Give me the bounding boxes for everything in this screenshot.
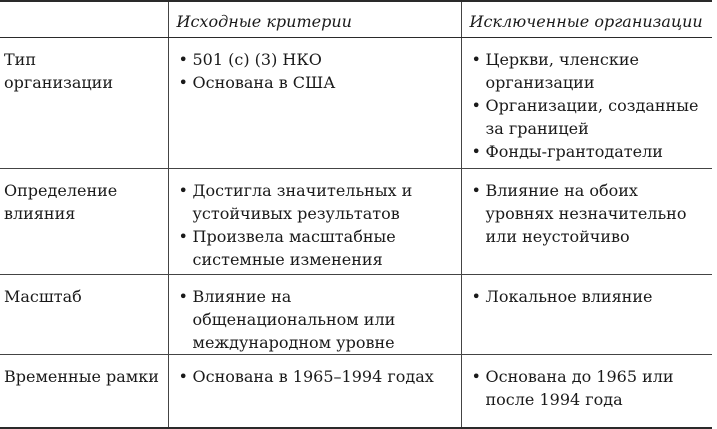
table-row [0,354,712,428]
criteria-list [177,365,453,388]
row-label-cell [0,37,168,168]
list-item: • Произвела масштабные системные изменения [177,225,453,271]
header-initial-criteria: Исходные критерии [168,1,461,37]
criteria-cell [168,354,461,428]
list-item: • Локальное влияние [470,285,705,308]
criteria-cell [168,37,461,168]
table-row [0,168,712,274]
header-cell-empty [0,1,168,37]
list-item: • 501 (c) (3) НКО [177,48,453,71]
list-item: • Влияние на общенациональном или международном уровне [177,285,453,354]
excluded-cell [461,168,712,274]
list-item: • Фонды-грантодатели [470,140,705,163]
list-item: • Основана в США [177,71,453,94]
criteria-list [177,179,453,271]
excluded-list [470,179,705,248]
row-label: Масштаб [4,286,82,306]
criteria-list [177,48,453,94]
criteria-list [177,285,453,354]
table-row [0,37,712,168]
list-item: • Основана до 1965 или после 1994 года [470,365,705,411]
list-item: • Церкви, членские организации [470,48,705,94]
header-excluded-organizations: Исключенные организации [461,1,712,37]
list-item: • Достигла значительных и устойчивых результатов [177,179,453,225]
excluded-list [470,48,705,163]
list-item: • Организации, созданные за границей [470,94,705,140]
criteria-cell [168,168,461,274]
excluded-cell [461,274,712,354]
row-label: Определение влияния [4,180,118,223]
row-label-cell [0,354,168,428]
row-label-cell [0,274,168,354]
excluded-cell [461,37,712,168]
criteria-cell [168,274,461,354]
table-row [0,274,712,354]
row-label: Временные рамки [4,366,159,386]
table-header-row [0,1,712,37]
row-label-cell [0,168,168,274]
excluded-list [470,285,705,308]
list-item: • Влияние на обоих уровнях незначительно или неустойчиво [470,179,705,248]
list-item: • Основана в 1965–1994 годах [177,365,453,388]
excluded-cell [461,354,712,428]
excluded-list [470,365,705,411]
row-label: Тип организации [4,49,114,92]
